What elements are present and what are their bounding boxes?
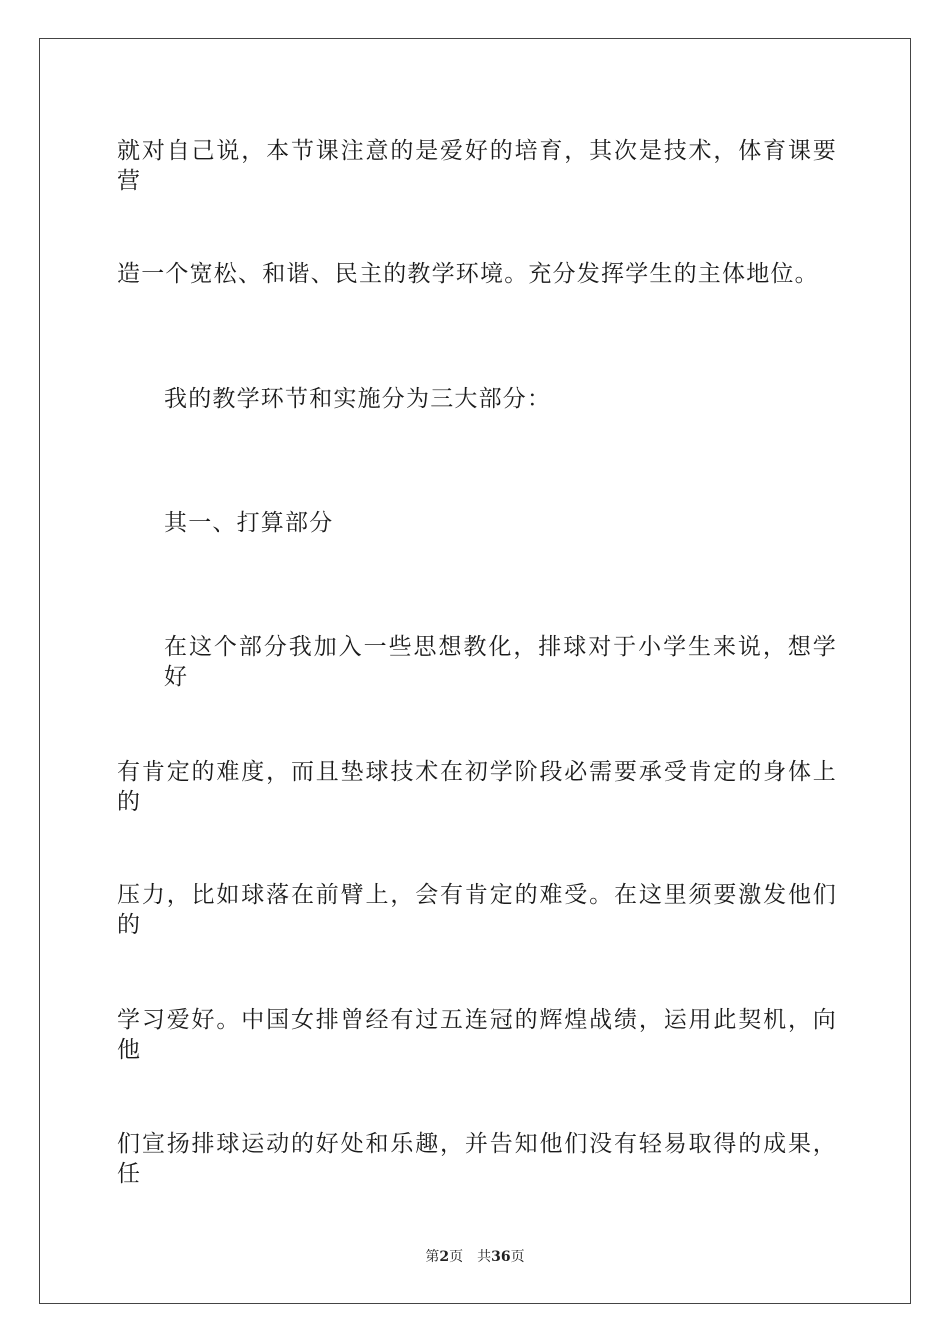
body-text-line: 有肯定的难度，而且垫球技术在初学阶段必需要承受肯定的身体上的 (117, 759, 837, 815)
body-text-line: 压力，比如球落在前臂上，会有肯定的难受。在这里须要激发他们的 (117, 882, 837, 938)
page-footer (0, 1248, 950, 1266)
body-text-line: 造一个宽松、和谐、民主的教学环境。充分发挥学生的主体地位。 (117, 261, 819, 287)
total-suffix: 页 (510, 1249, 525, 1265)
section-heading: 其一、打算部分 (164, 510, 334, 536)
body-text-line: 我的教学环节和实施分为三大部分： (164, 386, 552, 412)
body-text-line: 学习爱好。中国女排曾经有过五连冠的辉煌战绩，运用此契机，向他 (117, 1007, 837, 1063)
body-text-line: 在这个部分我加入一些思想教化，排球对于小学生来说，想学好 (164, 634, 837, 690)
total-pages: 36 (491, 1249, 511, 1265)
page-prefix: 第 (425, 1249, 440, 1265)
body-text-line: 们宣扬排球运动的好处和乐趣，并告知他们没有轻易取得的成果，任 (117, 1131, 837, 1187)
page-number: 2 (439, 1249, 450, 1265)
body-text-line: 就对自己说，本节课注意的是爱好的培育，其次是技术，体育课要营 (117, 138, 837, 194)
total-prefix: 共 (477, 1249, 492, 1265)
page-suffix: 页 (449, 1249, 464, 1265)
